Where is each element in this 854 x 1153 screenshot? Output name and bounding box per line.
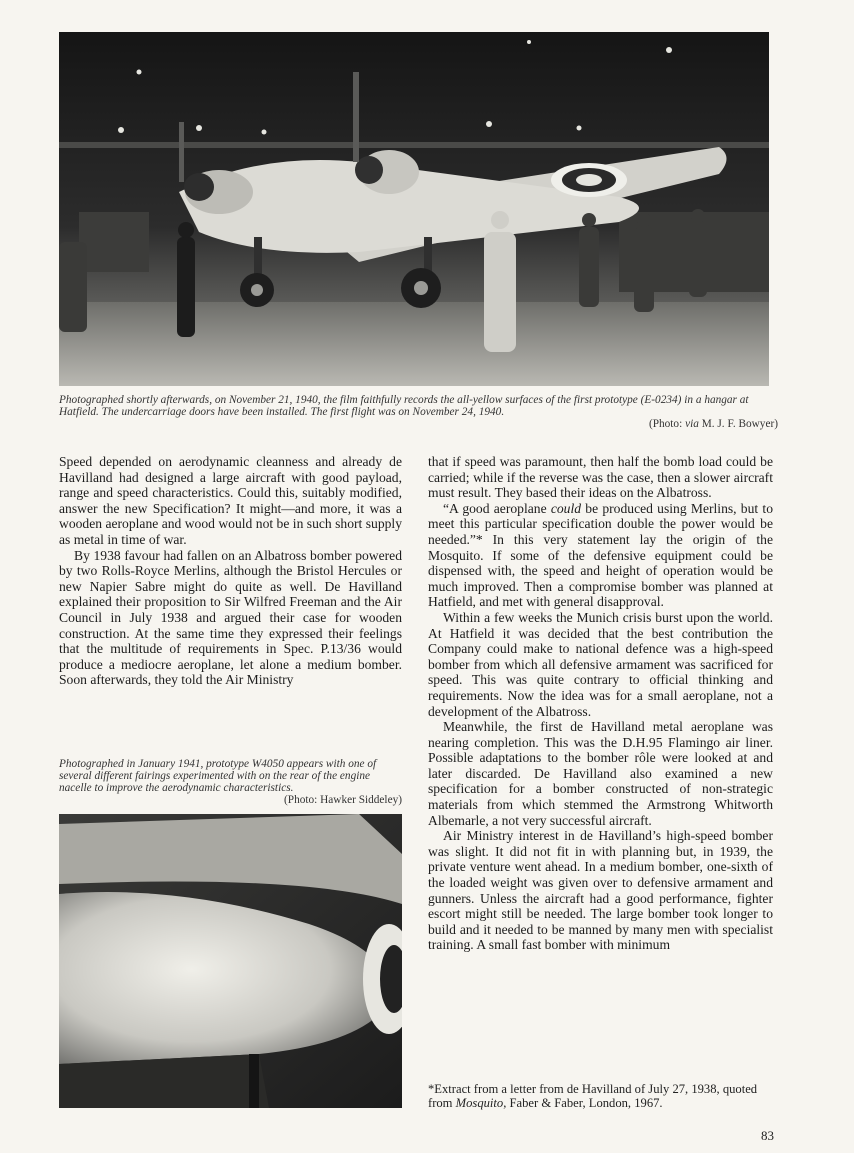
prototype-photo bbox=[59, 814, 402, 1108]
footnote-before: *Extract from a letter from de Havilland of July 27, 1938, quoted from bbox=[428, 1082, 758, 1110]
left-column bbox=[59, 454, 402, 688]
right-paragraph-2-before: “A good aeroplane bbox=[443, 500, 551, 516]
footnote bbox=[428, 1082, 778, 1110]
right-paragraph-2-emphasis: could bbox=[550, 500, 582, 516]
right-paragraph-2 bbox=[428, 501, 773, 610]
footnote-emphasis: Mosquito bbox=[455, 1096, 504, 1110]
second-photo-credit bbox=[200, 794, 402, 806]
right-column bbox=[428, 454, 773, 953]
second-photo-caption-text: Photographed in January 1941, prototype W4050 appears with one of several different fairings experimented with on the rear of the engine nacelle to improve the aerodynamic characteristics. bbox=[59, 758, 377, 794]
top-photo-credit bbox=[500, 418, 778, 430]
top-photo-caption bbox=[59, 394, 779, 418]
page-number: 83 bbox=[761, 1128, 774, 1143]
right-paragraph-3: Within a few weeks the Munich crisis burst upon the world. At Hatfield it was decided that the best contribution the Company could make to national defence was a high-speed bomber from which all defensive armament was sacrificed for speed. This was quite contrary to official thinking and requirements. Now the idea was for a small aeroplane, not a development of the Albatross. bbox=[428, 609, 773, 719]
top-photo-credit-via: via bbox=[685, 418, 699, 430]
left-paragraph-2: By 1938 favour had fallen on an Albatross bomber powered by two Rolls-Royce Merlins, although the Bristol Hercules or new Napier Sabre might do quite as well. De Havilland explained their proposition to Sir Wilfred Freeman and the Air Council in July 1938 and argued their case for wooden construction. At the same time they expressed their feelings that the multitude of requirements in Spec. P.13/36 would produce a mediocre aeroplane, let alone a medium bomber. Soon afterwards, they told the Air Ministry bbox=[59, 547, 402, 688]
top-photo-credit-prefix: (Photo: bbox=[648, 418, 683, 430]
second-photo-caption bbox=[59, 758, 402, 794]
top-photo-caption-text: Photographed shortly afterwards, on November 21, 1940, the film faithfully records the all-yellow surfaces of the first prototype (E-0234) in a hangar at Hatfield. The undercarriage doors have been installed. The first flight was on November 24, 1940. bbox=[59, 394, 749, 418]
right-paragraph-1: that if speed was paramount, then half the bomb load could be carried; while if the reverse was the case, then a slower aircraft must result. They based their ideas on the Albatross. bbox=[428, 454, 773, 501]
footnote-after: , Faber & Faber, London, 1967. bbox=[503, 1096, 663, 1110]
right-paragraph-4: Meanwhile, the first de Havilland metal aeroplane was nearing completion. This was the D.H.95 Flamingo air liner. Possible adaptations to the bomber rôle were looked at and later discarded. De Havilland also examined a new specification for a bomber constructed of non-strategic materials from which stemmed the Armstrong Whitworth Albemarle, a not very successful aircraft. bbox=[428, 719, 773, 828]
top-photo-credit-name: M. J. F. Bowyer) bbox=[701, 418, 778, 430]
right-paragraph-2-after: be produced using Merlins, but to meet this particular specification double the power would be needed.”* In this very statement lay the origin of the Mosquito. If some of the defensive equipment could be dispensed with, the speed and height of operation would be much improved. Then a compromise bomber was planned at Hatfield, and met with general disapproval. bbox=[428, 500, 773, 610]
left-paragraph-1: Speed depended on aerodynamic cleanness and already de Havilland had designed a large aircraft with good payload, range and speed characteristics. Could this, suitably modified, answer the new Specification? It might—and more, it was a wooden aeroplane and wood would not be in such short supply as metal in time of war. bbox=[59, 454, 402, 547]
prototype-photo-illustration bbox=[59, 814, 402, 1108]
hangar-photo-illustration bbox=[59, 32, 769, 386]
hangar-photo bbox=[59, 32, 769, 386]
right-paragraph-5: Air Ministry interest in de Havilland’s high-speed bomber was slight. It did not fit in with planning but, in 1939, the private venture went ahead. In a medium bomber, one-sixth of the loaded weight was given over to defensive armament and gunners. Unless the aircraft had a good performance, fighter escort might still be needed. The large bomber took longer to build and it needed to be manned by many men with specialist training. A small fast bomber with minimum bbox=[428, 828, 773, 953]
second-photo-credit-text: (Photo: Hawker Siddeley) bbox=[284, 794, 402, 806]
